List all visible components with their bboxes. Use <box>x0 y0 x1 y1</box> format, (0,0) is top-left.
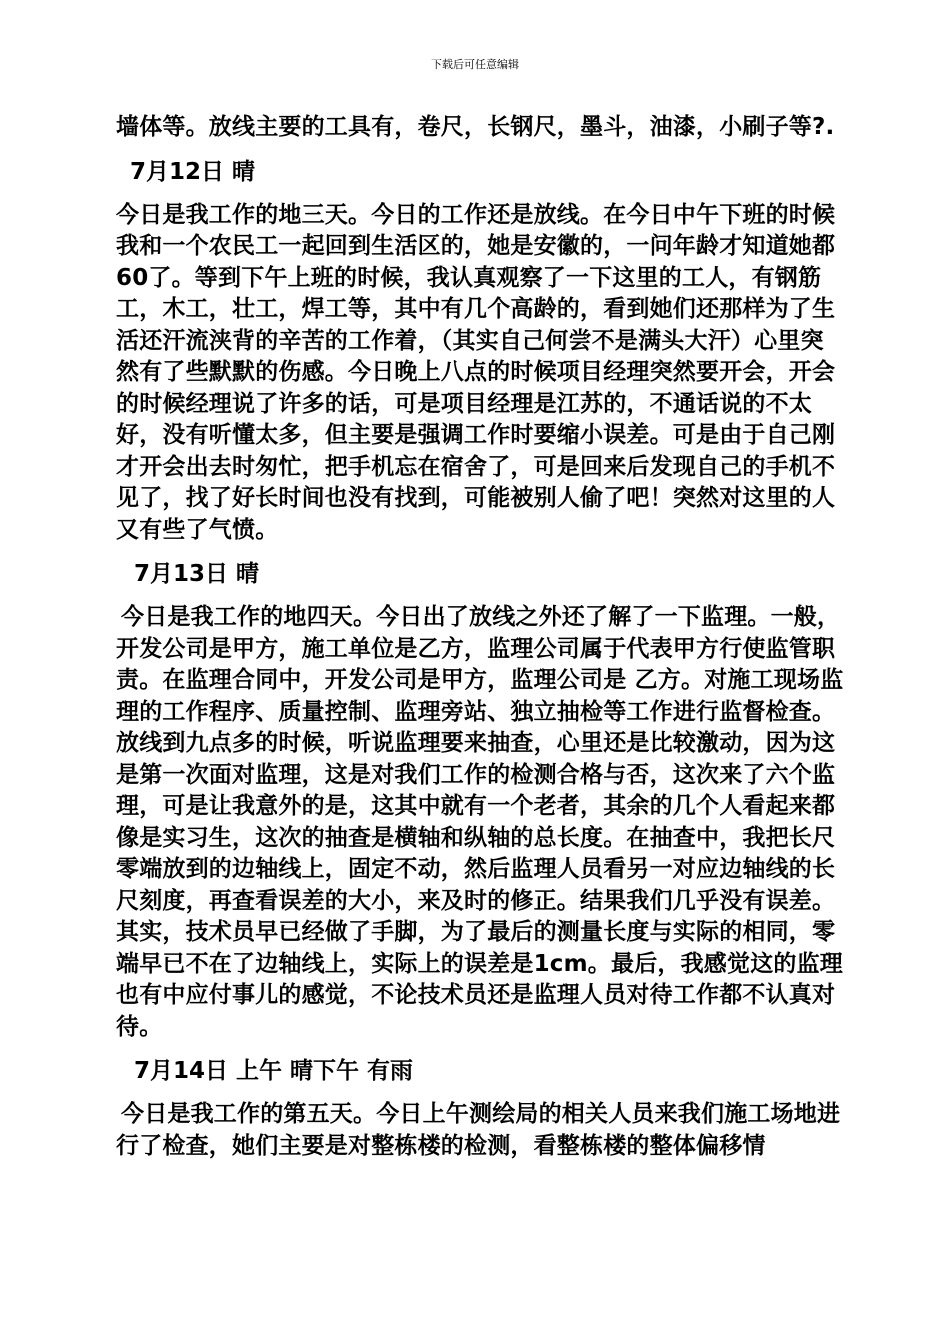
page-header: 下载后可任意编辑 <box>431 58 519 71</box>
entry-date-heading: 7月14日 上午 晴下午 有雨 <box>134 1058 414 1084</box>
entry-date-heading: 7月13日 晴 <box>134 561 260 587</box>
document-body <box>116 112 844 1162</box>
intro-paragraph: 墙体等。放线主要的工具有，卷尺，长钢尺，墨斗，油漆，小刷子等?. <box>116 114 835 140</box>
entry-paragraph: 今日是我工作的地四天。今日出了放线之外还了解了一下监理。一般，开发公司是甲方，施工单位是乙方，监理公司属于代表甲方行使监管职责。在监理合同中，开发公司是甲方，监理公司是 乙方。对施工现场监理的工作程序、质量控制、监理旁站、独立抽检等工作进行监督检查。放线到九点多的时候，听说监理要来抽查，心里还是比较激动，因为这是第一次面对监理，这是对我们工作的检测合格与否，这次来了六个监理，可是让我意外的是，这其中就有一个老者，其余的几个人看起来都像是实习生，这次的抽查是横轴和纵轴的总长度。在抽查中，我把长尺零端放到的边轴线上，固定不动，然后监理人员看另一对应边轴线的长尺刻度，再查看误差的大小，来及时的修正。结果我们几乎没有误差。其实，技术员早已经做了手脚，为了最后的测量长度与实际的相同，零端早已不在了边轴线上，实际上的误差是1cm。最后，我感觉这的监理也有中应付事儿的感觉，不论技术员还是监理人员对待工作都不认真对待。 <box>116 604 844 1040</box>
entry-paragraph: 今日是我工作的地三天。今日的工作还是放线。在今日中午下班的时候我和一个农民工一起回到生活区的，她是安徽的，一问年龄才知道她都60了。等到下午上班的时候，我认真观察了一下这里的工人，有钢筋工，木工，壮工，焊工等，其中有几个高龄的，看到她们还那样为了生活还汗流浃背的辛苦的工作着，（其实自己何尝不是满头大汗）心里突然有了些默默的伤感。今日晚上八点的时候项目经理突然要开会，开会的时候经理说了许多的话，可是项目经理是江苏的，不通话说的不太好，没有听懂太多，但主要是强调工作时要缩小误差。可是由于自己刚才开会出去时匆忙，把手机忘在宿舍了，可是回来后发现自己的手机不见了，找了好长时间也没有找到，可能被别人偷了吧！突然对这里的人又有些了气愤。 <box>116 201 836 543</box>
entry-paragraph: 今日是我工作的第五天。今日上午测绘局的相关人员来我们施工场地进行了检查，她们主要是对整栋楼的检测，看整栋楼的整体偏移情 <box>116 1101 841 1159</box>
entry-date-heading: 7月12日 晴 <box>130 158 256 185</box>
